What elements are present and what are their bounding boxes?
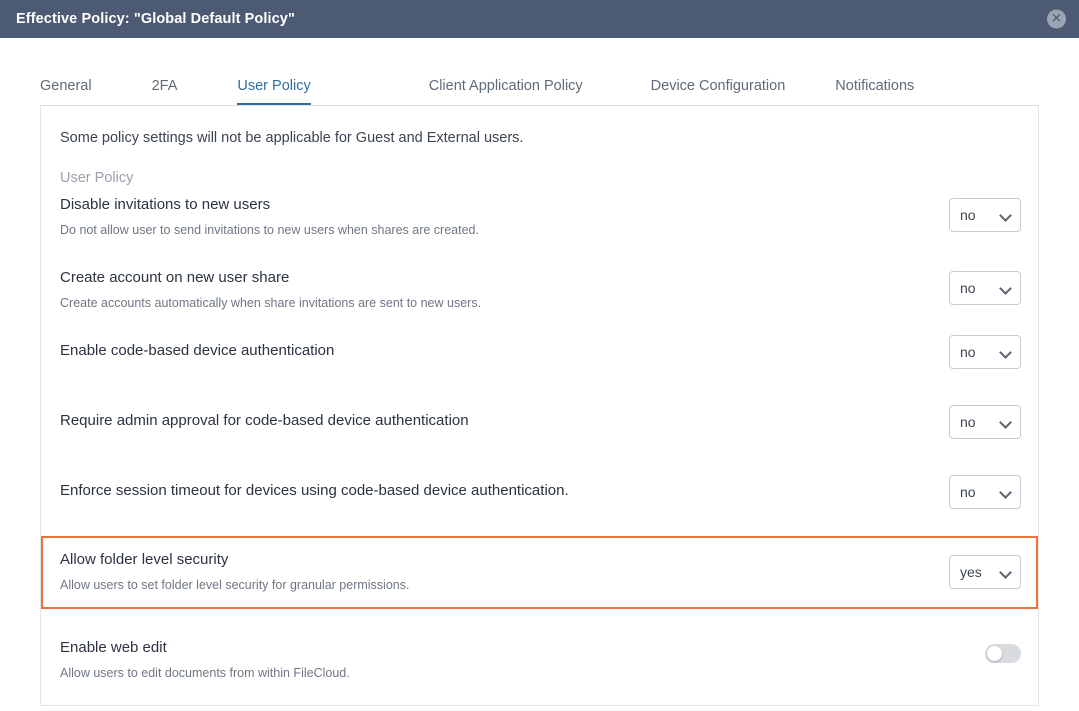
setting-description: Allow users to set folder level security for granular permissions. [60,578,410,592]
setting-description: Do not allow user to send invitations to new users when shares are created. [60,223,479,237]
toggle-knob [987,646,1002,661]
section-label-user-policy: User Policy [60,170,134,186]
dialog-titlebar [0,0,1079,38]
setting-row [41,265,1038,311]
dialog-title: Effective Policy: "Global Default Policy" [16,11,295,27]
setting-select-value: yes [960,564,982,580]
setting-toggle[interactable] [985,644,1021,663]
setting-select[interactable] [949,271,1021,305]
setting-row-partial [41,703,1038,706]
tab-client-application-policy[interactable]: Client Application Policy [428,78,583,94]
policy-settings-list [41,106,1038,706]
setting-row [41,478,1038,522]
chevron-down-icon [1001,417,1012,428]
tab-general[interactable]: General [40,78,92,94]
chevron-down-icon [1001,347,1012,358]
setting-row [41,338,1038,382]
setting-select[interactable] [949,405,1021,439]
setting-title: Enable code-based device authentication [60,342,335,359]
chevron-down-icon [1001,210,1012,221]
setting-select[interactable] [949,335,1021,369]
tab-notifications[interactable]: Notifications [835,78,915,94]
setting-title: Enforce session timeout for devices using code-based device authentication. [60,482,569,499]
tab-bar-wrapper [0,38,1079,106]
setting-select-value: no [960,344,976,360]
setting-select-value: no [960,280,976,296]
setting-row-highlighted [41,536,1038,609]
setting-select-value: no [960,207,976,223]
close-icon[interactable]: ✕ [1047,10,1066,29]
chevron-down-icon [1001,567,1012,578]
tab-user-policy[interactable]: User Policy [237,78,310,105]
setting-description: Create accounts automatically when share invitations are sent to new users. [60,296,482,310]
setting-select-value: no [960,484,976,500]
setting-title: Create account on new user share [60,269,290,286]
policy-intro-text: Some policy settings will not be applicable for Guest and External users. [60,130,524,146]
policy-settings-panel [40,106,1039,706]
tab-2fa[interactable]: 2FA [151,78,178,94]
setting-title [60,703,1038,706]
setting-title: Allow folder level security [60,551,229,568]
setting-select[interactable] [949,555,1021,589]
setting-select[interactable] [949,198,1021,232]
setting-row [41,635,1038,681]
setting-title: Enable web edit [60,639,167,656]
setting-description: Allow users to edit documents from within FileCloud. [60,666,350,680]
setting-title: Disable invitations to new users [60,196,271,213]
tab-device-configuration[interactable]: Device Configuration [650,78,786,94]
setting-select[interactable] [949,475,1021,509]
chevron-down-icon [1001,487,1012,498]
tab-bar [40,66,1039,106]
chevron-down-icon [1001,283,1012,294]
setting-select-value: no [960,414,976,430]
setting-row [41,192,1038,238]
setting-row [41,408,1038,452]
setting-title: Require admin approval for code-based device authentication [60,412,469,429]
